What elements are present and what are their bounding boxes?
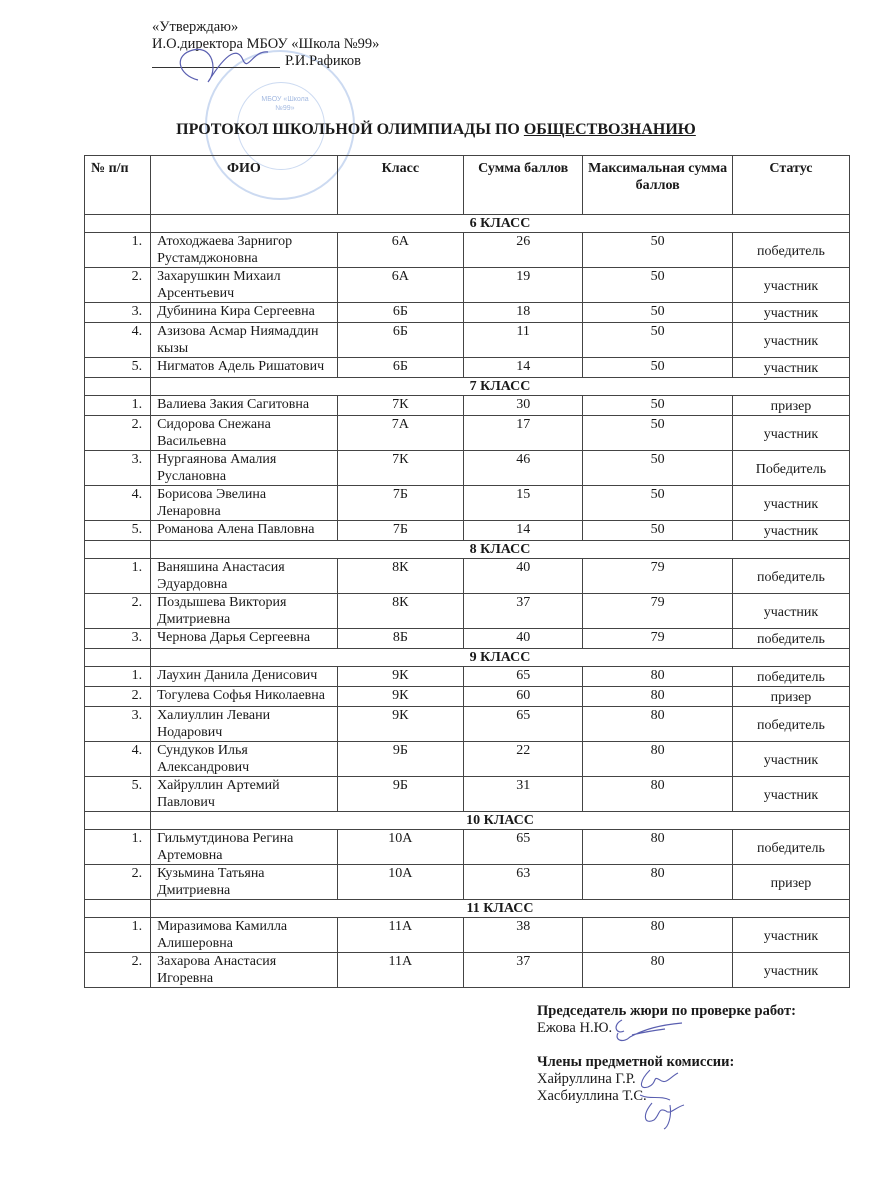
- student-class: 9К: [337, 687, 463, 707]
- student-name: Азизова Асмар Ниямаддин кызы: [151, 323, 338, 358]
- student-status: победитель: [732, 559, 849, 594]
- approval-signer: Р.И.Рафиков: [285, 53, 362, 69]
- score-sum: 30: [464, 396, 583, 416]
- student-class: 6Б: [337, 303, 463, 323]
- student-status: призер: [732, 687, 849, 707]
- row-num: 2.: [85, 953, 151, 988]
- student-name: Сидорова Снежана Васильевна: [151, 416, 338, 451]
- student-name: Гильмутдинова Регина Артемовна: [151, 830, 338, 865]
- row-num: 1.: [85, 559, 151, 594]
- title-prefix: ПРОТОКОЛ ШКОЛЬНОЙ ОЛИМПИАДЫ ПО: [176, 121, 524, 138]
- student-status: победитель: [732, 667, 849, 687]
- score-max: 80: [583, 742, 733, 777]
- score-max: 80: [583, 918, 733, 953]
- section-row: [85, 900, 850, 918]
- score-max: 80: [583, 667, 733, 687]
- score-sum: 63: [464, 865, 583, 900]
- score-max: 50: [583, 396, 733, 416]
- row-num: 3.: [85, 451, 151, 486]
- student-status: участник: [732, 953, 849, 988]
- score-max: 80: [583, 707, 733, 742]
- student-name: Валиева Закия Сагитовна: [151, 396, 338, 416]
- row-num: 2.: [85, 416, 151, 451]
- student-class: 7Б: [337, 486, 463, 521]
- student-name: Халиуллин Левани Нодарович: [151, 707, 338, 742]
- member-name: Хайруллина Г.Р.: [537, 1071, 636, 1087]
- student-class: 11А: [337, 953, 463, 988]
- student-name: Нургаянова Амалия Руслановна: [151, 451, 338, 486]
- score-sum: 40: [464, 559, 583, 594]
- section-title: 6 КЛАСС: [151, 215, 850, 233]
- approval-position: И.О.директора МБОУ «Школа №99»: [152, 36, 380, 52]
- table-row: [85, 707, 850, 742]
- table-body: [85, 215, 850, 988]
- score-max: 80: [583, 687, 733, 707]
- student-name: Хайруллин Артемий Павлович: [151, 777, 338, 812]
- score-max: 80: [583, 777, 733, 812]
- student-class: 7К: [337, 451, 463, 486]
- score-sum: 37: [464, 594, 583, 629]
- header-max: Максимальная сумма баллов: [583, 156, 733, 215]
- section-num-cell: [85, 215, 151, 233]
- student-class: 6Б: [337, 323, 463, 358]
- row-num: 2.: [85, 865, 151, 900]
- score-sum: 26: [464, 233, 583, 268]
- score-max: 80: [583, 953, 733, 988]
- row-num: 1.: [85, 396, 151, 416]
- header-name: ФИО: [151, 156, 338, 215]
- header-sum: Сумма баллов: [464, 156, 583, 215]
- score-sum: 18: [464, 303, 583, 323]
- student-name: Захарушкин Михаил Арсентьевич: [151, 268, 338, 303]
- row-num: 4.: [85, 323, 151, 358]
- table-row: [85, 323, 850, 358]
- student-class: 8Б: [337, 629, 463, 649]
- student-status: победитель: [732, 707, 849, 742]
- score-sum: 40: [464, 629, 583, 649]
- score-sum: 65: [464, 830, 583, 865]
- student-status: победитель: [732, 629, 849, 649]
- table-row: [85, 559, 850, 594]
- table-row: [85, 865, 850, 900]
- row-num: 5.: [85, 521, 151, 541]
- section-title: 8 КЛАСС: [151, 541, 850, 559]
- row-num: 1.: [85, 918, 151, 953]
- table-row: [85, 416, 850, 451]
- student-class: 7К: [337, 396, 463, 416]
- header-class: Класс: [337, 156, 463, 215]
- student-status: призер: [732, 865, 849, 900]
- student-class: 8К: [337, 594, 463, 629]
- member-name: Хасбиуллина Т.С.: [537, 1088, 647, 1104]
- results-table: [84, 155, 850, 988]
- student-class: 6Б: [337, 358, 463, 378]
- student-name: Романова Алена Павловна: [151, 521, 338, 541]
- student-name: Борисова Эвелина Ленаровна: [151, 486, 338, 521]
- student-class: 9К: [337, 667, 463, 687]
- score-max: 79: [583, 559, 733, 594]
- score-sum: 65: [464, 667, 583, 687]
- student-status: участник: [732, 918, 849, 953]
- table-row: [85, 667, 850, 687]
- table-row: [85, 303, 850, 323]
- section-title: 9 КЛАСС: [151, 649, 850, 667]
- title-subject: ОБЩЕСТВОЗНАНИЮ: [523, 121, 696, 138]
- score-sum: 14: [464, 358, 583, 378]
- row-num: 2.: [85, 268, 151, 303]
- table-header-row: [85, 156, 850, 215]
- student-class: 6А: [337, 268, 463, 303]
- section-row: [85, 378, 850, 396]
- section-num-cell: [85, 900, 151, 918]
- student-status: Победитель: [732, 451, 849, 486]
- score-max: 79: [583, 594, 733, 629]
- section-title: 10 КЛАСС: [151, 812, 850, 830]
- student-status: победитель: [732, 830, 849, 865]
- row-num: 3.: [85, 707, 151, 742]
- student-class: 7Б: [337, 521, 463, 541]
- score-sum: 19: [464, 268, 583, 303]
- score-max: 50: [583, 416, 733, 451]
- table-row: [85, 742, 850, 777]
- table-row: [85, 451, 850, 486]
- score-max: 50: [583, 323, 733, 358]
- section-title: 7 КЛАСС: [151, 378, 850, 396]
- section-num-cell: [85, 649, 151, 667]
- score-max: 50: [583, 233, 733, 268]
- section-row: [85, 649, 850, 667]
- chair-label: Председатель жюри по проверке работ:: [537, 1003, 796, 1019]
- student-name: Ваняшина Анастасия Эдуардовна: [151, 559, 338, 594]
- row-num: 4.: [85, 742, 151, 777]
- student-status: участник: [732, 486, 849, 521]
- student-name: Сундуков Илья Александрович: [151, 742, 338, 777]
- header-num: № п/п: [85, 156, 151, 215]
- table-row: [85, 521, 850, 541]
- student-class: 8К: [337, 559, 463, 594]
- page-title: [0, 121, 872, 139]
- student-name: Захарова Анастасия Игоревна: [151, 953, 338, 988]
- student-status: участник: [732, 416, 849, 451]
- score-sum: 46: [464, 451, 583, 486]
- student-class: 9Б: [337, 777, 463, 812]
- score-sum: 17: [464, 416, 583, 451]
- table-row: [85, 953, 850, 988]
- student-status: участник: [732, 303, 849, 323]
- table-row: [85, 777, 850, 812]
- score-sum: 15: [464, 486, 583, 521]
- student-status: участник: [732, 594, 849, 629]
- row-num: 3.: [85, 629, 151, 649]
- table-row: [85, 687, 850, 707]
- score-sum: 11: [464, 323, 583, 358]
- student-status: призер: [732, 396, 849, 416]
- student-status: участник: [732, 742, 849, 777]
- table-row: [85, 486, 850, 521]
- row-num: 1.: [85, 233, 151, 268]
- student-status: участник: [732, 521, 849, 541]
- student-name: Нигматов Адель Ришатович: [151, 358, 338, 378]
- score-max: 50: [583, 451, 733, 486]
- student-class: 9К: [337, 707, 463, 742]
- student-class: 7А: [337, 416, 463, 451]
- director-signature-icon: [168, 40, 278, 90]
- score-sum: 65: [464, 707, 583, 742]
- student-class: 6А: [337, 233, 463, 268]
- student-name: Поздышева Виктория Дмитриевна: [151, 594, 338, 629]
- score-max: 50: [583, 303, 733, 323]
- score-sum: 37: [464, 953, 583, 988]
- row-num: 2.: [85, 594, 151, 629]
- score-max: 50: [583, 268, 733, 303]
- score-sum: 31: [464, 777, 583, 812]
- score-sum: 38: [464, 918, 583, 953]
- row-num: 4.: [85, 486, 151, 521]
- stamp-text: МБОУ «Школа №99»: [261, 96, 309, 112]
- score-sum: 60: [464, 687, 583, 707]
- student-name: Атоходжаева Зарнигор Рустамджоновна: [151, 233, 338, 268]
- student-name: Чернова Дарья Сергеевна: [151, 629, 338, 649]
- student-class: 10А: [337, 865, 463, 900]
- table-row: [85, 629, 850, 649]
- table-row: [85, 830, 850, 865]
- table-row: [85, 268, 850, 303]
- header-status: Статус: [732, 156, 849, 215]
- row-num: 5.: [85, 777, 151, 812]
- student-status: участник: [732, 268, 849, 303]
- score-sum: 14: [464, 521, 583, 541]
- table-row: [85, 233, 850, 268]
- row-num: 1.: [85, 830, 151, 865]
- table-row: [85, 358, 850, 378]
- row-num: 5.: [85, 358, 151, 378]
- table-row: [85, 918, 850, 953]
- row-num: 1.: [85, 667, 151, 687]
- student-class: 11А: [337, 918, 463, 953]
- section-num-cell: [85, 812, 151, 830]
- student-status: участник: [732, 777, 849, 812]
- section-row: [85, 215, 850, 233]
- student-name: Миразимова Камилла Алишеровна: [151, 918, 338, 953]
- score-sum: 22: [464, 742, 583, 777]
- score-max: 79: [583, 629, 733, 649]
- student-class: 9Б: [337, 742, 463, 777]
- member-signatures-icon: [630, 1065, 690, 1130]
- table-row: [85, 594, 850, 629]
- row-num: 3.: [85, 303, 151, 323]
- score-max: 50: [583, 486, 733, 521]
- section-row: [85, 541, 850, 559]
- student-status: победитель: [732, 233, 849, 268]
- section-num-cell: [85, 378, 151, 396]
- student-name: Тогулева Софья Николаевна: [151, 687, 338, 707]
- student-name: Дубинина Кира Сергеевна: [151, 303, 338, 323]
- student-class: 10А: [337, 830, 463, 865]
- score-max: 80: [583, 830, 733, 865]
- section-row: [85, 812, 850, 830]
- score-max: 50: [583, 358, 733, 378]
- score-max: 80: [583, 865, 733, 900]
- table-row: [85, 396, 850, 416]
- approval-heading: «Утверждаю»: [152, 19, 239, 35]
- score-max: 50: [583, 521, 733, 541]
- student-status: участник: [732, 323, 849, 358]
- members-label: Члены предметной комиссии:: [537, 1054, 735, 1070]
- section-title: 11 КЛАСС: [151, 900, 850, 918]
- student-name: Лаухин Данила Денисович: [151, 667, 338, 687]
- row-num: 2.: [85, 687, 151, 707]
- student-status: участник: [732, 358, 849, 378]
- student-name: Кузьмина Татьяна Дмитриевна: [151, 865, 338, 900]
- chair-name: Ежова Н.Ю.: [537, 1020, 613, 1036]
- section-num-cell: [85, 541, 151, 559]
- chair-signature-icon: [610, 1015, 690, 1045]
